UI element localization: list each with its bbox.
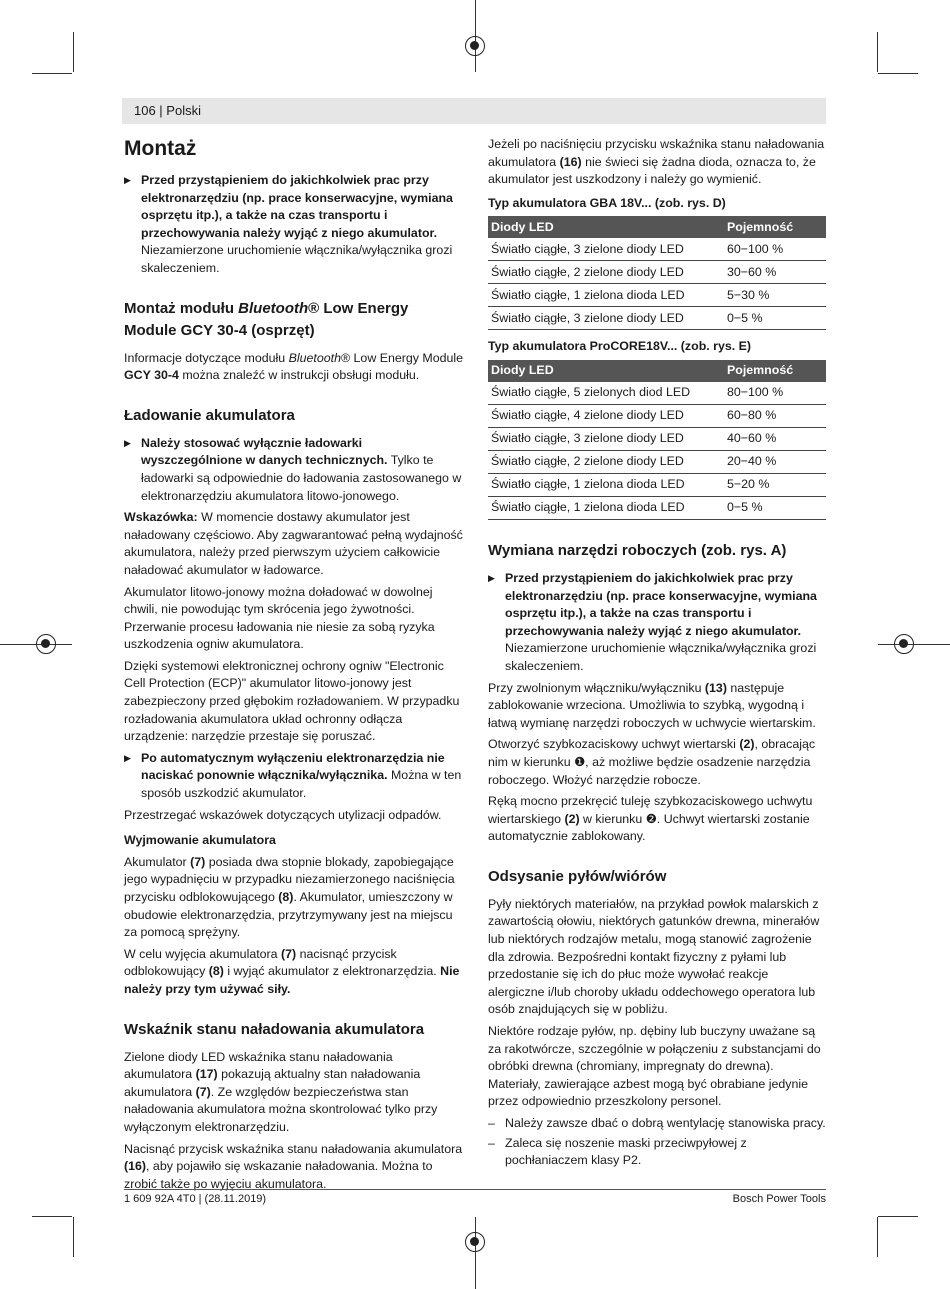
registration-mark-icon — [465, 1232, 485, 1252]
table-cell: Światło ciągłe, 3 zielone diody LED — [488, 307, 724, 330]
page-footer — [124, 1189, 826, 1205]
table-cell: 0−5 % — [724, 496, 826, 519]
table-cell: 40−60 % — [724, 427, 826, 450]
table-row — [488, 284, 826, 307]
table-row — [488, 496, 826, 519]
registration-mark-icon — [36, 634, 56, 654]
table-header-cell: Diody LED — [488, 216, 724, 238]
table-row — [488, 238, 826, 261]
warning-bullet: ▶ Po automatycznym wyłączeniu elektronarzędzia nie naciskać ponownie włącznika/wyłącznika. Można w ten sposób uszkodzić akumulator. — [124, 750, 464, 803]
dash-list-item: – Zaleca się noszenie maski przeciwpyłowej z pochłaniaczem klasy P2. — [488, 1135, 828, 1170]
crop-mark — [877, 1217, 878, 1257]
table-caption: Typ akumulatora ProCORE18V... (zob. rys. E) — [488, 339, 752, 354]
paragraph: Pyły niektórych materiałów, na przykład powłok malarskich z zawartością ołowiu, niektórych gatunków drewna, minerałów lub niektórych rodzajów metalu, mogą stanowić zagrożenie dla zdrowia. Bezpośredni kontakt fizyczny z pyłami lub przedostanie się ich do płuc może wywołać reakcje alergiczne i/lub choroby układu oddechowego operatora lub osób znajdujących się w pobliżu. — [488, 896, 820, 1017]
paragraph: Zielone diody LED wskaźnika stanu naładowania akumulatora (17) pokazują aktualny stan naładowania akumulatora (7). Ze względów bezpieczeństwa stan naładowania akumulatora można skontrolować tylko przy wyłączonym elektronarzędziu. — [124, 1049, 438, 1134]
warning-bullet: ▶ Przed przystąpieniem do jakichkolwiek prac przy elektronarzędziu (np. prace konserwacyjne, wymiana osprzętu itp.), a także na czas transportu i przechowywania należy wyjąć z niego akumulator. Niezamierzone uruchomienie włącznika/wyłącznika grozi skaleczeniem. — [488, 570, 828, 676]
table-cell: 0−5 % — [724, 307, 826, 330]
heading-wskaznik: Wskaźnik stanu naładowania akumulatora — [124, 1020, 425, 1038]
table-row — [488, 473, 826, 496]
table-caption: Typ akumulatora GBA 18V... (zob. rys. D) — [488, 195, 726, 210]
crop-mark — [73, 32, 74, 72]
table-cell: Światło ciągłe, 1 zielona dioda LED — [488, 496, 724, 519]
table-cell: Światło ciągłe, 1 zielona dioda LED — [488, 473, 724, 496]
table-header-row — [488, 216, 826, 238]
table-row — [488, 427, 826, 450]
crop-mark — [878, 644, 950, 645]
table-cell: 30−60 % — [724, 261, 826, 284]
table-row — [488, 450, 826, 473]
paragraph: Jeżeli po naciśnięciu przycisku wskaźnika stanu naładowania akumulatora (16) nie świeci się żadna dioda, oznacza to, że akumulator jest uszkodzony i należy go wymienić. — [488, 137, 825, 187]
warning-bullet: ▶ Przed przystąpieniem do jakichkolwiek prac przy elektronarzędziu (np. prace konserwacyjne, wymiana osprzętu itp.), a także na czas transportu i przechowywania należy wyjąć z niego akumulator. Niezamierzone uruchomienie włącznika/wyłącznika grozi skaleczeniem. — [124, 172, 464, 278]
crop-mark — [877, 32, 878, 72]
crop-mark — [32, 1216, 72, 1217]
registration-mark-icon — [465, 36, 485, 56]
battery-table-procore — [488, 360, 826, 520]
crop-mark — [32, 73, 72, 74]
table-cell: Światło ciągłe, 2 zielone diody LED — [488, 450, 724, 473]
heading-ladowanie: Ładowanie akumulatora — [124, 406, 295, 424]
paragraph: Wskazówka: W momencie dostawy akumulator jest naładowany częściowo. Aby zagwarantować pełną wydajność akumulatora, należy przed pierwszym użyciem całkowicie naładować akumulator w ładowarce. — [124, 510, 463, 577]
paragraph: Niektóre rodzaje pyłów, np. dębiny lub buczyny uważane są za rakotwórcze, szczególnie w połączeniu z substancjami do obróbki drewna (chromiany, impregnaty do drewna). Materiały, zawierające azbest mogą być obrabiane jedynie przez odpowiednio przeszkolony personel. — [488, 1024, 821, 1109]
left-column — [124, 136, 464, 1197]
heading-bluetooth-module: Montaż modułu Bluetooth® Low Energy Module GCY 30-4 (osprzęt) — [124, 299, 409, 339]
heading-wymiana: Wymiana narzędzi roboczych (zob. rys. A) — [488, 541, 787, 559]
crop-mark — [73, 1217, 74, 1257]
table-cell: Światło ciągłe, 3 zielone diody LED — [488, 427, 724, 450]
paragraph: Informacje dotyczące modułu Bluetooth® Low Energy Module GCY 30-4 można znaleźć w instrukcji obsługi modułu. — [124, 350, 464, 383]
table-cell: Światło ciągłe, 5 zielonych diod LED — [488, 382, 724, 405]
crop-mark — [878, 73, 918, 74]
table-row — [488, 404, 826, 427]
paragraph: W celu wyjęcia akumulatora (7) nacisnąć przycisk odblokowujący (8) i wyjąć akumulator z elektronarzędzia. Nie należy przy tym używać siły. — [124, 946, 460, 996]
paragraph: Nacisnąć przycisk wskaźnika stanu naładowania akumulatora (16), aby pojawiło się wskazanie naładowania. Można to zrobić także po wyjęciu akumulatora. — [124, 1141, 463, 1191]
page-header — [122, 98, 826, 124]
table-cell: 60−80 % — [724, 404, 826, 427]
heading-wyjmowanie: Wyjmowanie akumulatora — [124, 833, 276, 848]
paragraph: Otworzyć szybkozaciskowy uchwyt wiertarski (2), obracając nim w kierunku ❶, aż możliwe będzie osadzenie narzędzia roboczego. Włożyć narzędzie robocze. — [488, 737, 816, 787]
heading-odsysanie: Odsysanie pyłów/wiórów — [488, 867, 667, 885]
footer-doc-id: 1 609 92A 4T0 | (28.11.2019) — [124, 1193, 267, 1205]
heading-montaz: Montaż — [124, 137, 197, 160]
paragraph: Przy zwolnionym włączniku/wyłączniku (13) następuje zablokowanie wrzeciona. Umożliwia to szybką, wygodną i łatwą wymianę narzędzi roboczych w uchwycie wiertarskim. — [488, 680, 816, 730]
paragraph: Dzięki systemowi elektronicznej ochrony ogniw "Electronic Cell Protection (ECP)" akumulator litowo-jonowy jest zabezpieczony przed głębokim rozładowaniem. W przypadku rozładowania akumulatora układ ochronny odłącza urządzenie: narzędzie przestaje się poruszać. — [124, 658, 460, 744]
right-column — [488, 136, 828, 1172]
table-cell: 80−100 % — [724, 382, 826, 405]
crop-mark — [878, 1216, 918, 1217]
page-label: 106 | Polski — [134, 103, 201, 118]
table-row — [488, 261, 826, 284]
battery-table-gba — [488, 216, 826, 330]
table-header-cell: Pojemność — [724, 360, 826, 382]
registration-mark-icon — [894, 634, 914, 654]
table-header-cell: Diody LED — [488, 360, 724, 382]
table-cell: Światło ciągłe, 3 zielone diody LED — [488, 238, 724, 261]
table-cell: 5−20 % — [724, 473, 826, 496]
paragraph: Ręką mocno przekręcić tuleję szybkozaciskowego uchwytu wiertarskiego (2) w kierunku ❷. Uchwyt wiertarski zostanie automatycznie zablokowany. — [488, 794, 813, 844]
table-row — [488, 382, 826, 405]
table-header-row — [488, 360, 826, 382]
paragraph: Akumulator litowo-jonowy można doładować w dowolnej chwili, nie powodując tym skrócenia jego żywotności. Przerwanie procesu ładowania nie niesie za sobą ryzyka uszkodzenia ogniw akumulatora. — [124, 584, 435, 652]
table-cell: 20−40 % — [724, 450, 826, 473]
paragraph: Akumulator (7) posiada dwa stopnie blokady, zapobiegające jego wypadnięciu w przypadku niezamierzonego naciśnięcia przycisku odblokowującego (8). Akumulator, umieszczony w obudowie elektronarzędzia, przytrzymywany jest na miejscu za pomocą sprężyny. — [124, 854, 455, 940]
table-cell: 5−30 % — [724, 284, 826, 307]
table-cell: 60−100 % — [724, 238, 826, 261]
table-cell: Światło ciągłe, 2 zielone diody LED — [488, 261, 724, 284]
table-row — [488, 307, 826, 330]
dash-list-item: – Należy zawsze dbać o dobrą wentylację stanowiska pracy. — [488, 1115, 828, 1133]
table-header-cell: Pojemność — [724, 216, 826, 238]
footer-brand: Bosch Power Tools — [732, 1193, 826, 1205]
warning-bullet: ▶ Należy stosować wyłącznie ładowarki wyszczególnione w danych technicznych. Tylko te ładowarki są odpowiednie do ładowania zastosowanego w elektronarzędziu akumulatora litowo-jonowego. — [124, 435, 464, 505]
crop-mark — [475, 1217, 476, 1289]
paragraph: Przestrzegać wskazówek dotyczących utylizacji odpadów. — [124, 807, 442, 822]
table-cell: Światło ciągłe, 1 zielona dioda LED — [488, 284, 724, 307]
table-cell: Światło ciągłe, 4 zielone diody LED — [488, 404, 724, 427]
